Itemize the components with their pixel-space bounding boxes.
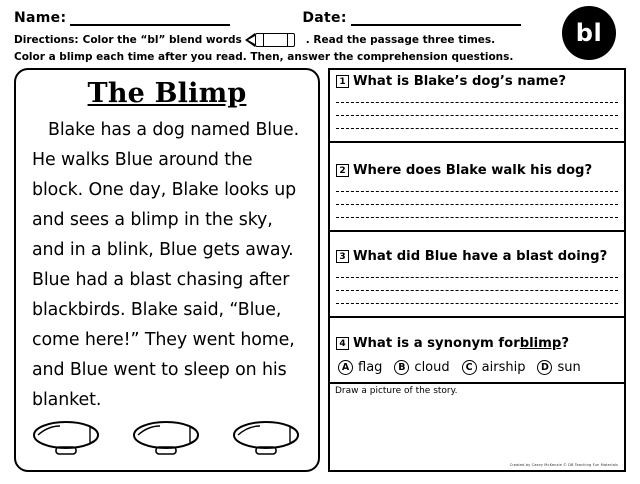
question-3-number: 3 xyxy=(336,250,349,263)
answer-line[interactable] xyxy=(336,204,618,205)
choice-d-label: sun xyxy=(557,360,581,375)
answer-line[interactable] xyxy=(336,277,618,278)
choice-a-label: flag xyxy=(358,360,383,375)
question-1-head xyxy=(330,74,624,89)
question-4 xyxy=(330,332,624,396)
question-separator xyxy=(330,141,624,143)
answer-line[interactable] xyxy=(336,191,618,192)
choice-a-bubble[interactable]: A xyxy=(338,360,353,375)
question-4-text-before: What is a synonym for xyxy=(353,336,520,351)
passage-panel xyxy=(14,68,320,472)
question-2-number: 2 xyxy=(336,164,349,177)
question-separator xyxy=(330,230,624,232)
question-4-head xyxy=(330,332,624,351)
draw-box-label: Draw a picture of the story. xyxy=(335,386,458,396)
question-1-number: 1 xyxy=(336,75,349,88)
worksheet-header xyxy=(14,4,626,66)
question-4-number: 4 xyxy=(336,337,349,350)
credit-text: Created by Casey McKenzie © DB Teaching Fun Materials xyxy=(509,463,618,467)
answer-line[interactable] xyxy=(336,128,618,129)
question-2 xyxy=(330,160,624,232)
answer-line[interactable] xyxy=(336,102,618,103)
name-date-row xyxy=(14,4,626,26)
answer-line[interactable] xyxy=(336,217,618,218)
choice-a[interactable] xyxy=(338,360,382,375)
answer-line[interactable] xyxy=(336,303,618,304)
question-2-head xyxy=(330,160,624,178)
question-3 xyxy=(330,246,624,318)
question-3-head xyxy=(330,246,624,264)
answer-line[interactable] xyxy=(336,290,618,291)
blimp-icon[interactable] xyxy=(130,418,204,460)
answer-line[interactable] xyxy=(336,115,618,116)
choice-d[interactable] xyxy=(537,360,580,375)
blimp-icon[interactable] xyxy=(230,418,304,460)
directions-line-1 xyxy=(14,33,626,47)
blimp-icon[interactable] xyxy=(30,418,104,460)
directions-line-2: Color a blimp each time after you read. Then, answer the comprehension questions. xyxy=(14,51,514,63)
directions-label: Directions: xyxy=(14,34,79,46)
answer-choices xyxy=(330,360,624,375)
question-separator xyxy=(330,316,624,318)
directions-text-a: Color the “bl” blend words xyxy=(82,34,242,46)
choice-c[interactable] xyxy=(462,360,526,375)
question-3-text: What did Blue have a blast doing? xyxy=(353,249,608,264)
date-label: Date: xyxy=(302,10,347,26)
choice-c-label: airship xyxy=(481,360,526,375)
question-4-text-after: ? xyxy=(561,336,570,351)
crayon-icon xyxy=(245,33,303,47)
name-input-line[interactable] xyxy=(70,10,230,26)
blend-badge: bl xyxy=(562,6,616,60)
choice-b-label: cloud xyxy=(414,360,450,375)
question-4-keyword: blimp xyxy=(519,336,562,351)
choice-b-bubble[interactable]: B xyxy=(394,360,409,375)
question-2-text: Where does Blake walk his dog? xyxy=(353,163,593,178)
directions-text-b: . Read the passage three times. xyxy=(305,34,496,46)
question-1-text: What is Blake’s dog’s name? xyxy=(353,74,566,89)
name-label: Name: xyxy=(14,10,67,26)
blimp-tracker xyxy=(16,418,318,460)
question-1 xyxy=(330,74,624,143)
questions-panel xyxy=(328,68,626,472)
choice-d-bubble[interactable]: D xyxy=(537,360,552,375)
passage-title: The Blimp xyxy=(87,78,247,109)
passage-text: Blake has a dog named Blue. He walks Blue around the block. One day, Blake looks up and sees a blimp in the sky, and in a blink, Blue gets away. Blue had a blast chasing after blackbirds. Blake said, “Blue, come here!” They went home, and Blue went to sleep on his blanket. xyxy=(32,120,299,410)
choice-c-bubble[interactable]: C xyxy=(462,360,477,375)
date-input-line[interactable] xyxy=(351,10,521,26)
choice-b[interactable] xyxy=(394,360,449,375)
